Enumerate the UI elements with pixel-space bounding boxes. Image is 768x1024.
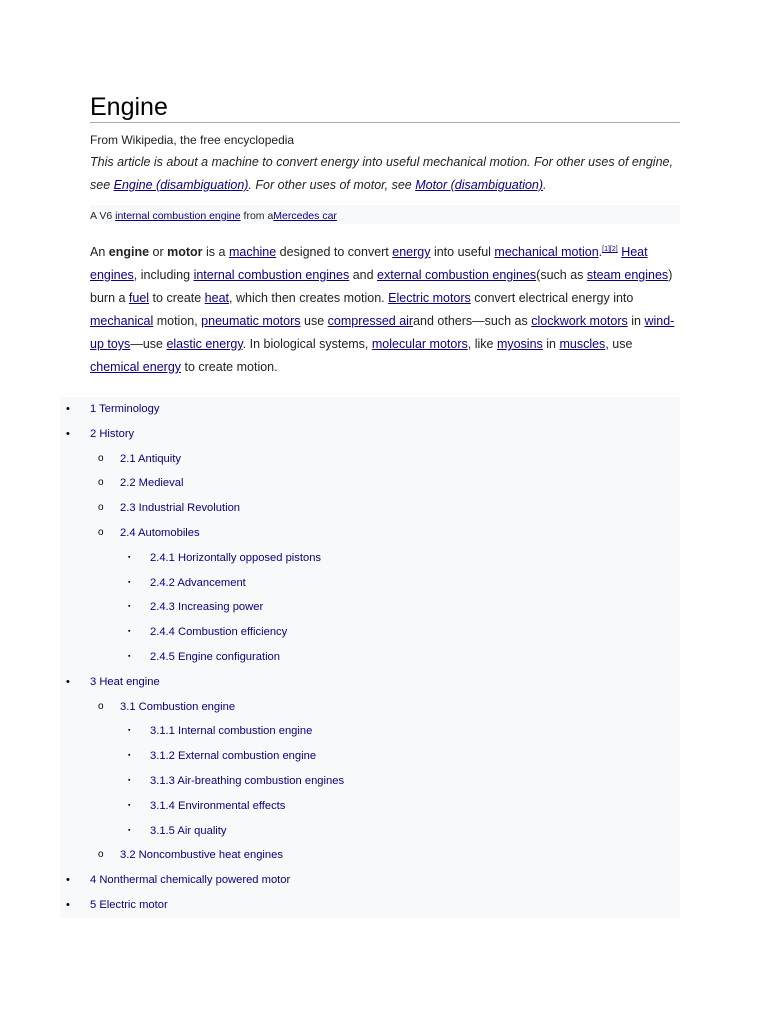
toc-link-horizontally-opposed-pistons[interactable]: 2.4.1 Horizontally opposed pistons <box>150 551 322 564</box>
intro-text: (such as <box>536 268 587 282</box>
toc-link-noncombustive-heat-engines[interactable]: 3.2 Noncombustive heat engines <box>120 849 283 862</box>
toc-item <box>60 571 680 596</box>
toc-item <box>60 471 680 496</box>
intro-text: is a <box>202 245 229 259</box>
intro-text: in <box>542 337 560 351</box>
caption-text: from a <box>240 210 274 222</box>
toc-link-combustion-efficiency[interactable]: 2.4.4 Combustion efficiency <box>150 626 288 639</box>
square-bullet-icon: ▪ <box>128 727 131 735</box>
circle-bullet-icon: o <box>98 526 104 538</box>
intro-text: into useful <box>430 245 495 259</box>
heat-engines-link[interactable]: Heat engines <box>90 245 648 282</box>
muscles-link[interactable]: muscles <box>559 337 606 351</box>
intro-text: , like <box>467 337 497 351</box>
molecular-motors-link[interactable]: molecular motors <box>371 337 468 351</box>
toc-link-history[interactable]: 2 History <box>90 427 135 440</box>
circle-bullet-icon: o <box>98 700 104 712</box>
toc-item <box>60 670 680 695</box>
image-caption <box>90 205 680 224</box>
hatnote-text: . <box>543 178 547 192</box>
steam-engines-link[interactable]: steam engines <box>586 268 669 282</box>
fuel-link[interactable]: fuel <box>128 291 150 305</box>
intro-paragraph <box>90 241 682 379</box>
machine-link[interactable]: machine <box>228 245 277 259</box>
toc-item <box>60 546 680 571</box>
toc-link-automobiles[interactable]: 2.4 Automobiles <box>120 526 200 539</box>
intro-text: or <box>149 245 168 259</box>
circle-bullet-icon: o <box>98 452 104 464</box>
compressed-air-link[interactable]: compressed air <box>327 314 414 328</box>
intro-text: and others—such as <box>413 314 532 328</box>
bold-term-motor: motor <box>167 245 203 259</box>
toc-link-external-combustion-engine[interactable]: 3.1.2 External combustion engine <box>150 750 317 763</box>
square-bullet-icon: ▪ <box>128 578 131 586</box>
intro-text: , including <box>133 268 194 282</box>
hatnote-text: . For other uses of motor, see <box>248 178 416 192</box>
toc-item <box>60 447 680 472</box>
toc-item <box>60 719 680 744</box>
electric-motors-link[interactable]: Electric motors <box>388 291 471 305</box>
intro-text: in <box>627 314 645 328</box>
toc-item <box>60 595 680 620</box>
toc-link-air-breathing-combustion-engines[interactable]: 3.1.3 Air-breathing combustion engines <box>150 774 345 787</box>
toc-link-combustion-engine[interactable]: 3.1 Combustion engine <box>120 700 236 713</box>
toc-item <box>60 521 680 546</box>
square-bullet-icon: ▪ <box>128 603 131 611</box>
site-subtitle: From Wikipedia, the free encyclopedia <box>90 133 295 147</box>
intro-text: , use <box>605 337 633 351</box>
toc-item <box>60 422 680 447</box>
toc-item <box>60 397 680 422</box>
myosins-link[interactable]: myosins <box>496 337 543 351</box>
intro-text: use <box>300 314 328 328</box>
reference-link[interactable]: [1][2] <box>602 245 618 253</box>
toc-link-environmental-effects[interactable]: 3.1.4 Environmental effects <box>150 799 286 812</box>
intro-text: motion, <box>153 314 202 328</box>
toc-link-industrial-revolution[interactable]: 2.3 Industrial Revolution <box>120 502 241 515</box>
toc-link-medieval[interactable]: 2.2 Medieval <box>120 477 184 490</box>
hatnote-text: This article is about a machine to convert energy into useful mechanical motion. For other uses of engine, see <box>90 155 673 192</box>
toc-link-internal-combustion-engine[interactable]: 3.1.1 Internal combustion engine <box>150 725 313 738</box>
circle-bullet-icon: o <box>98 477 104 489</box>
toc-link-heat-engine[interactable]: 3 Heat engine <box>90 675 160 688</box>
toc-item <box>60 744 680 769</box>
engine-disambiguation-link[interactable]: Engine (disambiguation) <box>113 178 249 192</box>
intro-text: , which then creates motion. <box>229 291 389 305</box>
circle-bullet-icon: o <box>98 502 104 514</box>
toc-item <box>60 769 680 794</box>
square-bullet-icon: ▪ <box>128 628 131 636</box>
toc-item <box>60 868 680 893</box>
table-of-contents <box>60 397 680 918</box>
page-title: Engine <box>90 92 680 123</box>
intro-text: ) burn a <box>90 268 673 305</box>
mechanical-link[interactable]: mechanical <box>90 314 154 328</box>
mechanical-motion-link[interactable]: mechanical motion <box>494 245 599 259</box>
intro-text: convert electrical energy into <box>470 291 634 305</box>
square-bullet-icon: ▪ <box>128 652 131 660</box>
square-bullet-icon: ▪ <box>128 776 131 784</box>
ice-link[interactable]: internal combustion engine <box>115 210 241 222</box>
toc-item <box>60 645 680 670</box>
toc-item <box>60 620 680 645</box>
toc-item <box>60 819 680 844</box>
toc-item <box>60 843 680 868</box>
square-bullet-icon: ▪ <box>128 801 131 809</box>
elastic-energy-link[interactable]: elastic energy <box>166 337 243 351</box>
intro-text: to create <box>149 291 205 305</box>
intro-text: —use <box>130 337 167 351</box>
bold-term-engine: engine <box>108 245 150 259</box>
bullet-icon: • <box>66 427 70 440</box>
bullet-icon: • <box>66 898 70 911</box>
bullet-icon: • <box>66 675 70 688</box>
circle-bullet-icon: o <box>98 849 104 861</box>
motor-disambiguation-link[interactable]: Motor (disambiguation) <box>415 178 544 192</box>
toc-item <box>60 496 680 521</box>
intro-text: designed to convert <box>276 245 393 259</box>
bullet-icon: • <box>66 403 70 415</box>
intro-text: and <box>349 268 378 282</box>
clockwork-motors-link[interactable]: clockwork motors <box>531 314 628 328</box>
square-bullet-icon: ▪ <box>128 826 131 834</box>
pneumatic-motors-link[interactable]: pneumatic motors <box>201 314 301 328</box>
toc-link-electric-motor[interactable]: 5 Electric motor <box>90 898 168 911</box>
square-bullet-icon: ▪ <box>128 752 131 760</box>
toc-link-increasing-power[interactable]: 2.4.3 Increasing power <box>150 601 264 614</box>
external-combustion-engines-link[interactable]: external combustion engines <box>377 268 537 282</box>
intro-text: An <box>90 245 109 259</box>
toc-link-advancement[interactable]: 2.4.2 Advancement <box>150 576 246 589</box>
energy-link[interactable]: energy <box>392 245 431 259</box>
toc-link-air-quality[interactable]: 3.1.5 Air quality <box>150 824 227 837</box>
hatnote <box>90 151 680 197</box>
intro-text: . <box>598 245 603 259</box>
bullet-icon: • <box>66 874 70 887</box>
toc-item <box>60 893 680 918</box>
wind-up-toys-link[interactable]: wind-up toys <box>90 314 675 351</box>
internal-combustion-engines-link[interactable]: internal combustion engines <box>193 268 350 282</box>
square-bullet-icon: ▪ <box>128 553 131 561</box>
toc-item <box>60 794 680 819</box>
heat-link[interactable]: heat <box>204 291 230 305</box>
toc-link-antiquity[interactable]: 2.1 Antiquity <box>120 452 181 465</box>
intro-text: . In biological systems, <box>242 337 372 351</box>
toc-link-nonthermal-chemically-powered-motor[interactable]: 4 Nonthermal chemically powered motor <box>90 874 291 887</box>
chemical-energy-link[interactable]: chemical energy <box>90 360 182 374</box>
toc-link-engine-configuration[interactable]: 2.4.5 Engine configuration <box>150 650 280 663</box>
caption-text: A V6 <box>90 210 116 222</box>
mercedes-car-link[interactable]: Mercedes car <box>273 210 337 222</box>
toc-item <box>60 695 680 720</box>
toc-link-terminology[interactable]: 1 Terminology <box>90 403 160 415</box>
intro-text: to create motion. <box>181 360 278 374</box>
